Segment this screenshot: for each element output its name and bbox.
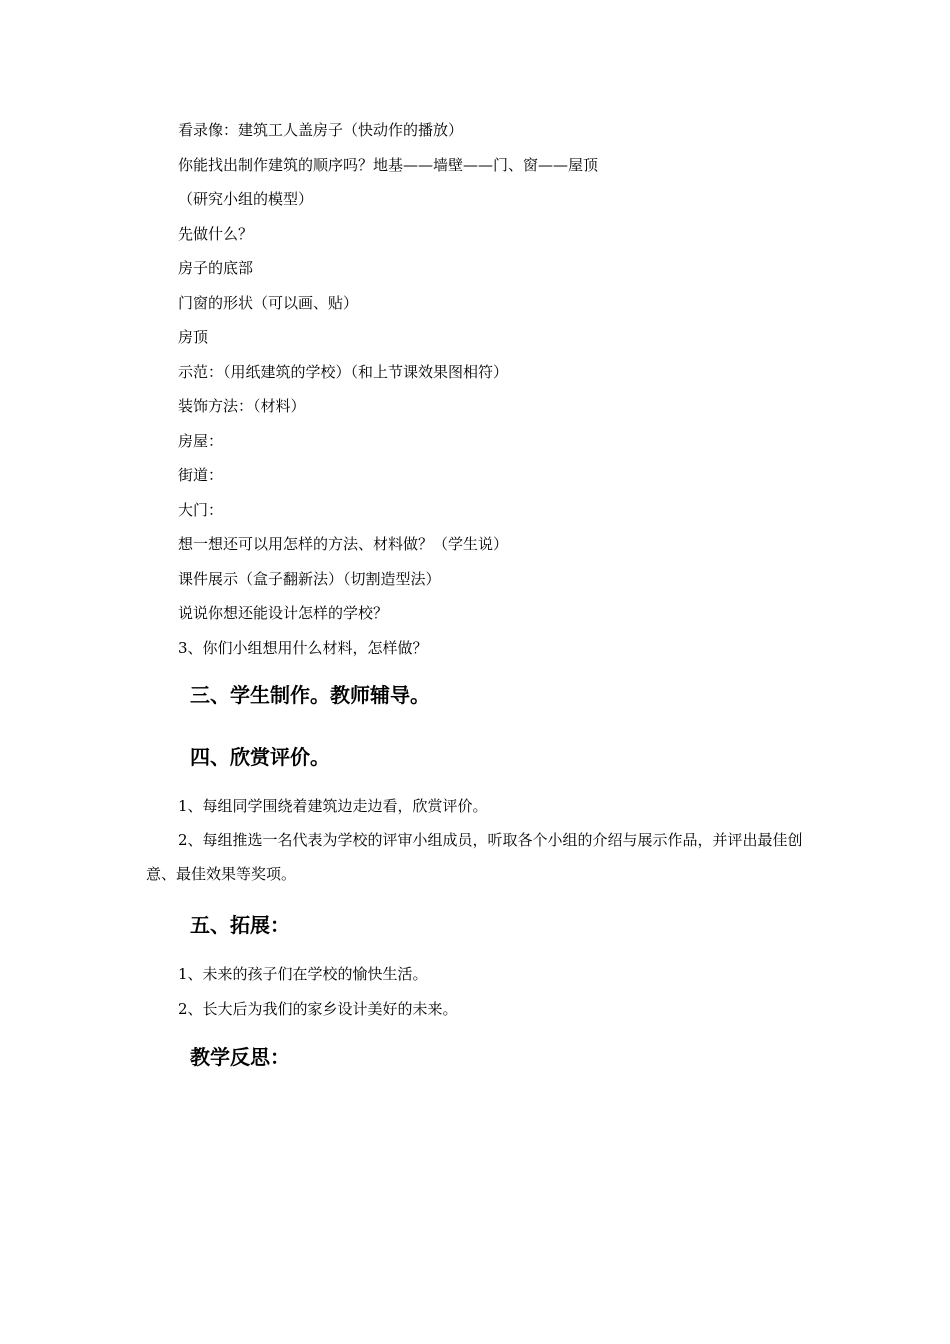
- evaluate-item-1: 1、每组同学围绕着建筑边走边看，欣赏评价。: [178, 797, 488, 815]
- text-line-house-base: 房子的底部: [178, 259, 254, 277]
- text-line-video: 看录像：建筑工人盖房子（快动作的播放）: [178, 121, 464, 139]
- text-line-street: 街道：: [178, 466, 224, 484]
- text-line-group-model: （研究小组的模型）: [178, 190, 314, 208]
- text-line-courseware: 课件展示（盒子翻新法）（切割造型法）: [178, 570, 441, 588]
- text-line-materials: 3、你们小组想用什么材料，怎样做？: [178, 639, 428, 657]
- text-line-door-window: 门窗的形状（可以画、贴）: [178, 294, 359, 312]
- text-line-build-order: 你能找出制作建筑的顺序吗？地基——墙壁——门、窗——屋顶: [178, 156, 599, 174]
- extend-item-2: 2、长大后为我们的家乡设计美好的未来。: [178, 1000, 458, 1018]
- text-line-design: 说说你想还能设计怎样的学校？: [178, 604, 389, 622]
- section-heading-evaluate: 四、欣赏评价。: [190, 745, 330, 769]
- text-line-house: 房屋：: [178, 432, 224, 450]
- section-heading-reflection: 教学反思：: [190, 1045, 290, 1069]
- text-line-demo: 示范：（用纸建筑的学校）（和上节课效果图相符）: [178, 363, 509, 381]
- section-heading-extend: 五、拓展：: [190, 913, 290, 937]
- extend-item-1: 1、未来的孩子们在学校的愉快生活。: [178, 965, 428, 983]
- text-line-think: 想一想还可以用怎样的方法、材料做？（学生说）: [178, 535, 509, 553]
- text-line-gate: 大门：: [178, 501, 224, 519]
- text-line-roof: 房顶: [178, 328, 209, 346]
- evaluate-item-2: 2、每组推选一名代表为学校的评审小组成员，听取各个小组的介绍与展示作品，并评出最佳创意、最佳效果等奖项。: [146, 831, 803, 883]
- text-line-first-step: 先做什么？: [178, 225, 254, 243]
- text-line-decoration: 装饰方法：（材料）: [178, 397, 306, 415]
- section-heading-make: 三、学生制作。教师辅导。: [190, 683, 430, 707]
